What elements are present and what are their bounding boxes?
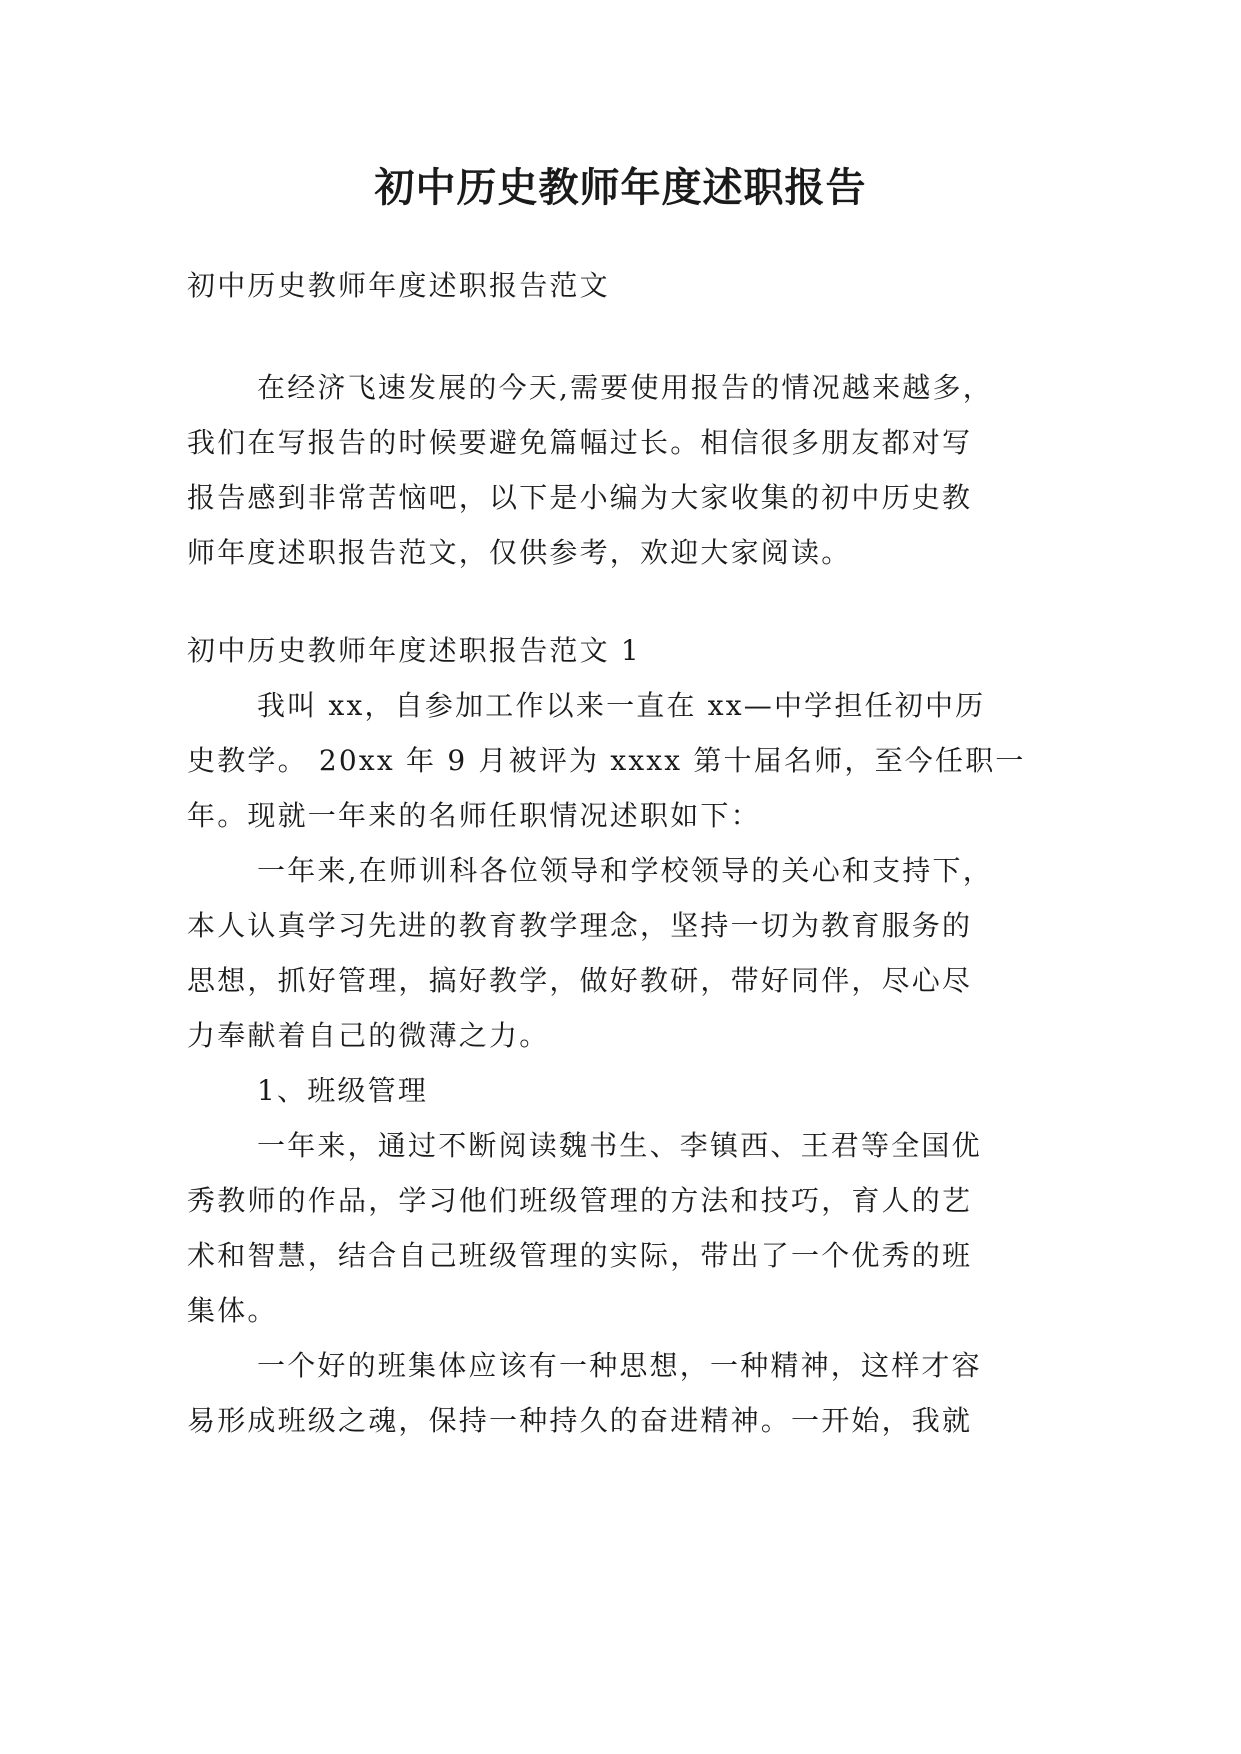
intro-line: 报告感到非常苦恼吧，以下是小编为大家收集的初中历史教 <box>187 481 973 514</box>
paragraph-line: 一年来，通过不断阅读魏书生、李镇西、王君等全国优 <box>257 1129 982 1162</box>
paragraph-line: 力奉献着自己的微薄之力。 <box>187 1019 550 1052</box>
document-subtitle: 初中历史教师年度述职报告范文 <box>187 269 610 302</box>
paragraph-line: 思想，抓好管理，搞好教学，做好教研，带好同伴，尽心尽 <box>187 964 973 997</box>
item-heading: 1、班级管理 <box>257 1074 429 1107</box>
paragraph-line: 我叫 xx，自参加工作以来一直在 xx—中学担任初中历 <box>257 689 986 722</box>
paragraph-line: 术和智慧，结合自己班级管理的实际，带出了一个优秀的班 <box>187 1239 973 1272</box>
intro-line: 师年度述职报告范文，仅供参考，欢迎大家阅读。 <box>187 536 852 569</box>
paragraph-line: 一年来,在师训科各位领导和学校领导的关心和支持下， <box>257 854 993 887</box>
intro-line: 在经济飞速发展的今天,需要使用报告的情况越来越多， <box>257 371 993 404</box>
intro-line: 我们在写报告的时候要避免篇幅过长。相信很多朋友都对写 <box>187 426 973 459</box>
paragraph-line: 一个好的班集体应该有一种思想，一种精神，这样才容 <box>257 1349 982 1382</box>
paragraph-line: 本人认真学习先进的教育教学理念，坚持一切为教育服务的 <box>187 909 973 942</box>
paragraph-line: 年。现就一年来的名师任职情况述职如下： <box>187 799 761 832</box>
paragraph-line: 易形成班级之魂，保持一种持久的奋进精神。一开始，我就 <box>187 1404 973 1437</box>
paragraph-line: 集体。 <box>187 1294 278 1327</box>
paragraph-line: 秀教师的作品，学习他们班级管理的方法和技巧，育人的艺 <box>187 1184 973 1217</box>
paragraph-line: 史教学。 20xx 年 9 月被评为 xxxx 第十届名师，至今任职一 <box>187 744 1026 777</box>
section-heading: 初中历史教师年度述职报告范文 1 <box>187 634 641 667</box>
document-title: 初中历史教师年度述职报告 <box>374 164 867 211</box>
